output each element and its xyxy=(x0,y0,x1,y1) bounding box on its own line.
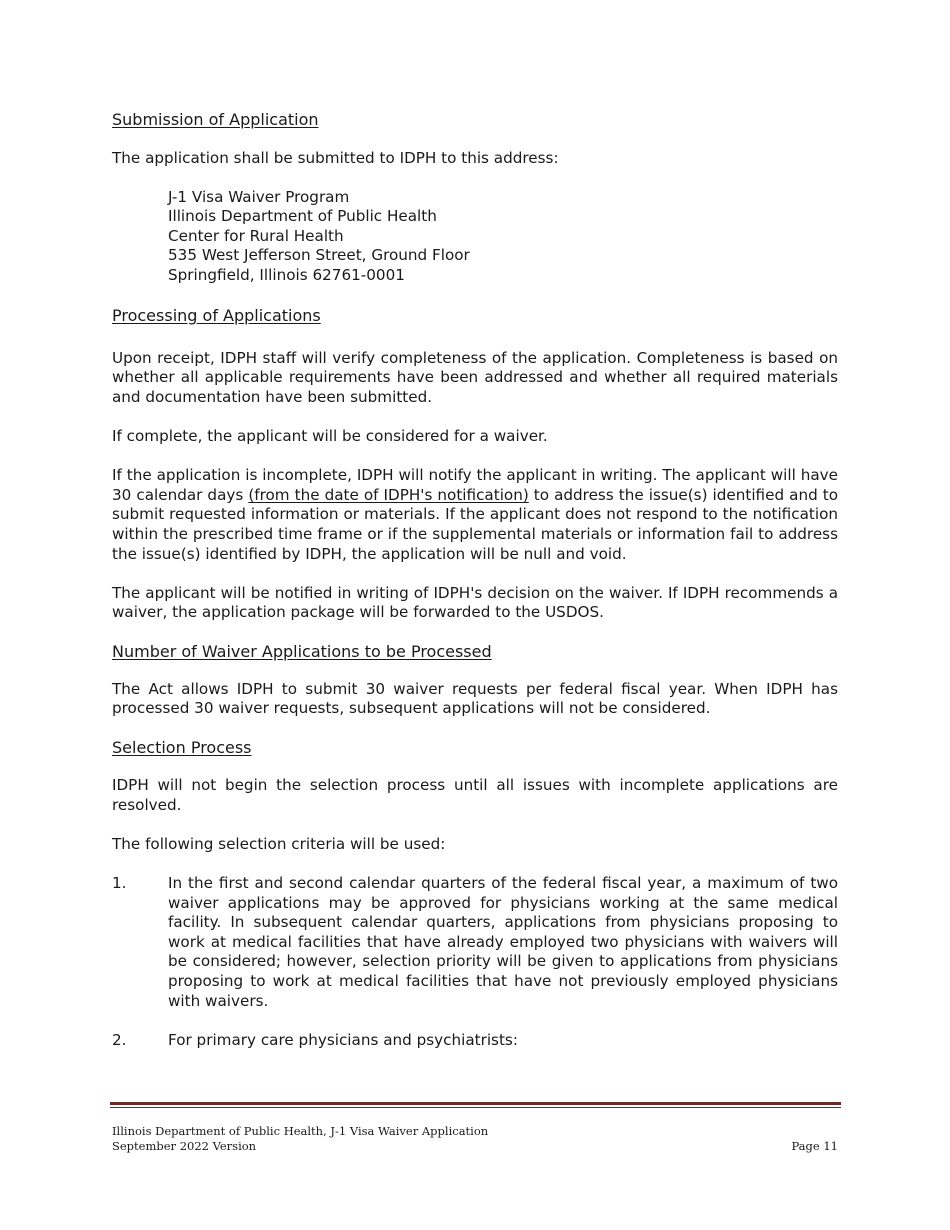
address-line: Springfield, Illinois 62761-0001 xyxy=(168,265,405,284)
submission-intro: The application shall be submitted to IDPH to this address: xyxy=(112,149,559,167)
address-line: 535 West Jefferson Street, Ground Floor xyxy=(168,246,470,265)
address-line: Illinois Department of Public Health xyxy=(168,207,437,226)
submission-heading: Submission of Application xyxy=(112,110,319,129)
document-body xyxy=(112,108,838,1050)
list-item-number: 2. xyxy=(112,1030,127,1049)
list-item xyxy=(112,1031,838,1051)
page-footer xyxy=(112,1124,838,1154)
processing-p3-text: If the application is incomplete, IDPH will notify the applicant in writing. The applicant will have 30 calendar days xyxy=(112,466,838,504)
address-line: Center for Rural Health xyxy=(168,226,344,245)
processing-heading: Processing of Applications xyxy=(112,305,321,325)
processing-paragraph-3 xyxy=(112,466,838,564)
list-item-text: For primary care physicians and psychiatrists: xyxy=(168,1030,518,1049)
selection-paragraph-1: IDPH will not begin the selection process until all issues with incomplete applications are resolved. xyxy=(112,776,838,814)
processing-paragraph-2: If complete, the applicant will be considered for a waiver. xyxy=(112,426,548,445)
selection-paragraph-2: The following selection criteria will be used: xyxy=(112,834,446,853)
number-heading: Number of Waiver Applications to be Processed xyxy=(112,641,492,661)
notification-date-note: (from the date of IDPH's notification) xyxy=(248,485,529,504)
mailing-address xyxy=(168,188,838,286)
footer-row xyxy=(112,1139,838,1154)
address-line: J-1 Visa Waiver Program xyxy=(168,187,350,206)
footer-org-line: Illinois Department of Public Health, J-1 Visa Waiver Application xyxy=(112,1124,489,1138)
page-number: Page 11 xyxy=(791,1139,838,1153)
footer-version: September 2022 Version xyxy=(112,1139,257,1153)
processing-p3-text-continued: to address the issue(s) identified and to submit requested information or materials. If the applicant does not respond to the notification within the prescribed time frame or if the supplemental materials or information fail to address the issue(s) identified by IDPH, the application will be null and void. xyxy=(112,485,839,563)
footer-divider-thin xyxy=(110,1107,841,1108)
list-item-text: In the first and second calendar quarters of the federal fiscal year, a maximum of two waiver applications may be approved for physicians working at the same medical facility. In subsequent calendar quarters, applications from physicians proposing to work at medical facilities that have already employed two physicians with waivers will be considered; however, selection priority will be given to applications from physicians proposing to work at medical facilities that have not previously employed physicians with waivers. xyxy=(168,874,838,1010)
processing-paragraph-1: Upon receipt, IDPH staff will verify completeness of the application. Completeness is based on whether all applicable requirements have been addressed and whether all required materials and documentation have been submitted. xyxy=(112,348,838,406)
list-item-number: 1. xyxy=(112,874,127,893)
number-paragraph-1: The Act allows IDPH to submit 30 waiver requests per federal fiscal year. When IDPH has processed 30 waiver requests, subsequent applications will not be considered. xyxy=(112,679,838,718)
list-item xyxy=(112,874,838,1011)
footer-divider-thick xyxy=(110,1102,841,1105)
selection-heading: Selection Process xyxy=(112,738,252,758)
processing-paragraph-4: The applicant will be notified in writing of IDPH's decision on the waiver. If IDPH recommends a waiver, the application package will be forwarded to the USDOS. xyxy=(112,583,838,622)
